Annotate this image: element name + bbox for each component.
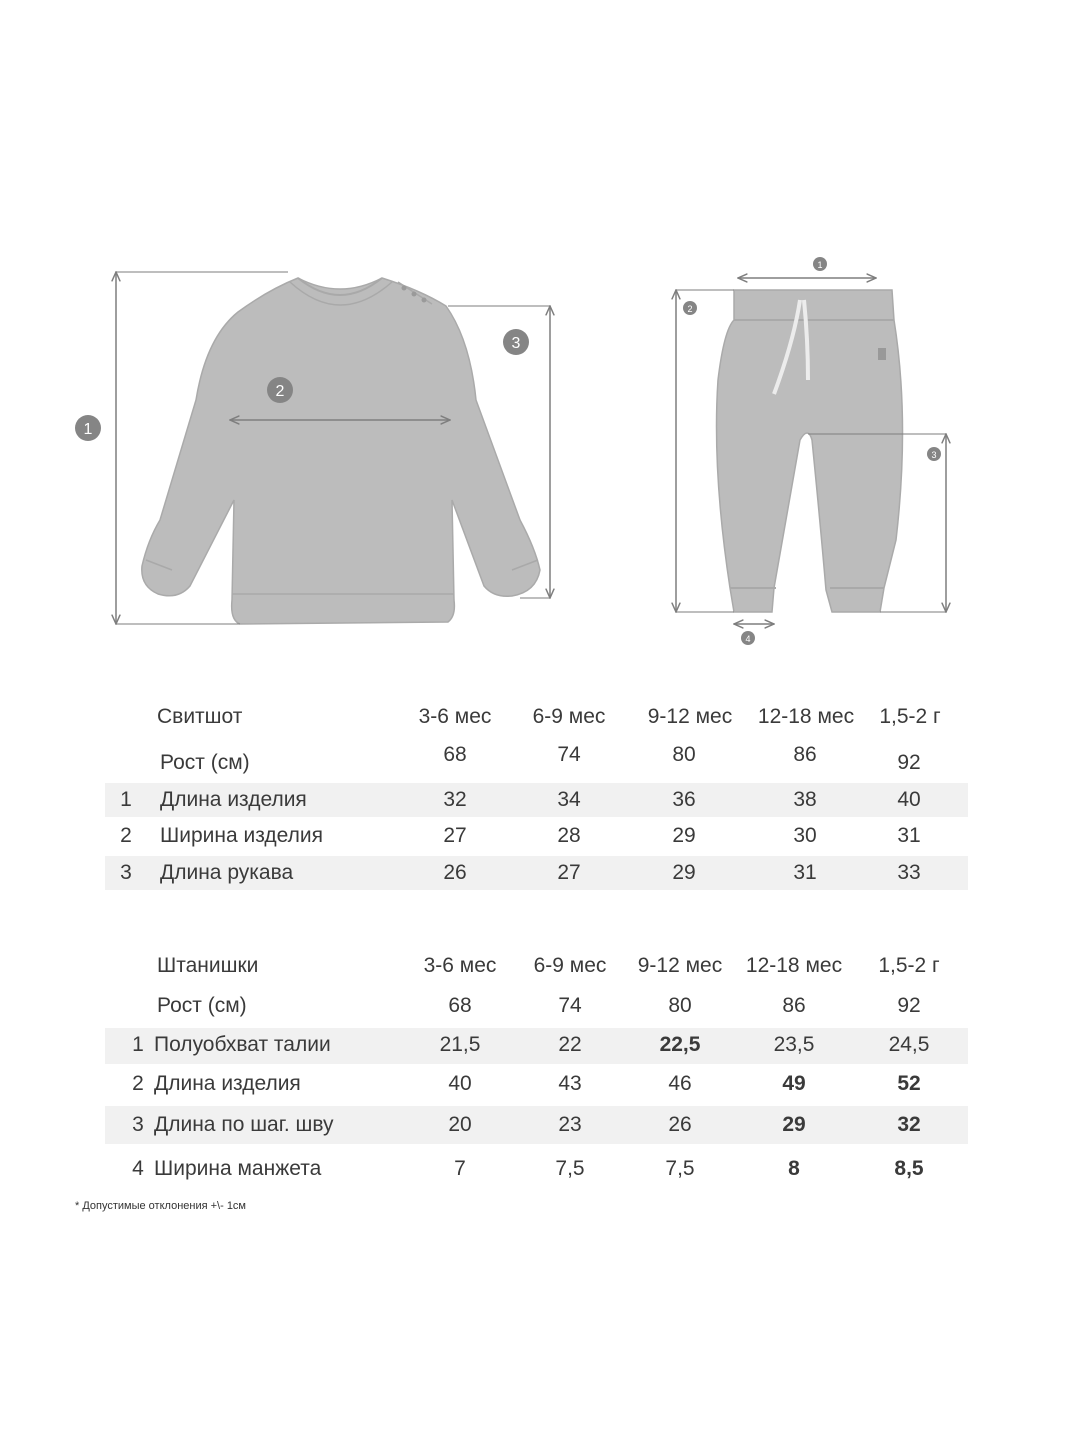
row-index: 4 xyxy=(132,1157,144,1180)
pants-body xyxy=(717,290,903,612)
table-row xyxy=(0,1106,1080,1144)
row-value: 31 xyxy=(897,824,921,847)
size-header: 12-18 мес xyxy=(745,954,843,977)
sweatshirt-marker-2 xyxy=(267,377,293,403)
size-header: 6-9 мес xyxy=(532,705,606,728)
height-row xyxy=(0,743,1080,780)
svg-text:3: 3 xyxy=(511,335,521,352)
row-value: 28 xyxy=(557,824,581,847)
table-title: Свитшот xyxy=(157,705,243,728)
row-value: 7 xyxy=(454,1157,466,1180)
table-title: Штанишки xyxy=(157,954,259,977)
size-header: 1,5-2 г xyxy=(878,954,940,977)
height-label: Рост (см) xyxy=(160,751,250,774)
tolerance-footnote: * Допустимые отклонения +\- 1см xyxy=(75,1200,246,1212)
row-label: Длина изделия xyxy=(160,788,307,811)
row-value: 29 xyxy=(672,861,696,884)
row-value: 24,5 xyxy=(888,1033,930,1056)
row-label: Длина изделия xyxy=(154,1072,301,1095)
row-value: 46 xyxy=(668,1072,692,1095)
row-value: 23 xyxy=(558,1113,582,1136)
row-value: 38 xyxy=(793,788,817,811)
sweatshirt-marker-3 xyxy=(503,329,529,355)
size-illustrations xyxy=(0,0,1080,680)
svg-text:2: 2 xyxy=(687,304,693,314)
table-row xyxy=(0,1067,1080,1101)
table-row xyxy=(0,1028,1080,1064)
row-value: 21,5 xyxy=(439,1033,481,1056)
row-value: 29 xyxy=(672,824,696,847)
pants-marker-3 xyxy=(927,447,941,461)
pants-marker-2 xyxy=(683,301,697,315)
row-value: 36 xyxy=(672,788,696,811)
sweatshirt-body xyxy=(142,278,540,624)
row-index: 1 xyxy=(120,788,132,811)
row-label: Полуобхват талии xyxy=(154,1033,331,1056)
height-value: 74 xyxy=(558,994,582,1017)
row-value: 27 xyxy=(557,861,581,884)
table-header-row xyxy=(0,949,1080,983)
height-value: 68 xyxy=(448,994,472,1017)
row-value: 23,5 xyxy=(773,1033,815,1056)
row-value: 22 xyxy=(558,1033,582,1056)
height-value: 74 xyxy=(557,743,581,766)
row-value: 20 xyxy=(448,1113,472,1136)
row-value: 26 xyxy=(443,861,467,884)
svg-text:2: 2 xyxy=(275,383,285,400)
height-label: Рост (см) xyxy=(157,994,247,1017)
sweatshirt-marker-1 xyxy=(75,415,101,441)
svg-text:1: 1 xyxy=(817,260,823,270)
height-value: 68 xyxy=(443,743,467,766)
height-row xyxy=(0,989,1080,1023)
row-value: 26 xyxy=(668,1113,692,1136)
row-value: 7,5 xyxy=(555,1157,585,1180)
pants-illustration xyxy=(717,290,903,612)
height-value: 86 xyxy=(793,743,817,766)
row-value: 32 xyxy=(897,1113,921,1136)
height-value: 86 xyxy=(782,994,806,1017)
size-header: 6-9 мес xyxy=(533,954,607,977)
row-value: 52 xyxy=(897,1072,921,1095)
height-value: 80 xyxy=(668,994,692,1017)
table-header-row xyxy=(0,700,1080,734)
row-value: 7,5 xyxy=(665,1157,695,1180)
row-value: 49 xyxy=(782,1072,806,1095)
row-value: 33 xyxy=(897,861,921,884)
row-value: 22,5 xyxy=(659,1033,701,1056)
row-value: 32 xyxy=(443,788,467,811)
sweatshirt-illustration xyxy=(142,278,540,624)
size-header: 1,5-2 г xyxy=(879,705,941,728)
height-value: 80 xyxy=(672,743,696,766)
height-value: 92 xyxy=(897,994,921,1017)
row-label: Длина рукава xyxy=(160,861,294,884)
row-value: 8,5 xyxy=(894,1157,924,1180)
row-value: 31 xyxy=(793,861,817,884)
row-label: Длина по шаг. шву xyxy=(154,1113,334,1136)
pants-marker-1 xyxy=(813,257,827,271)
table-row xyxy=(0,819,1080,853)
row-value: 40 xyxy=(897,788,921,811)
row-value: 8 xyxy=(788,1157,800,1180)
row-label: Ширина манжета xyxy=(154,1157,322,1180)
row-index: 3 xyxy=(132,1113,144,1136)
table-row xyxy=(0,783,1080,817)
pants-marker-4 xyxy=(741,631,755,645)
svg-text:1: 1 xyxy=(83,421,93,438)
row-value: 34 xyxy=(557,788,581,811)
row-value: 27 xyxy=(443,824,467,847)
table-row xyxy=(0,1152,1080,1186)
size-header: 3-6 мес xyxy=(423,954,497,977)
row-value: 40 xyxy=(448,1072,472,1095)
size-header: 9-12 мес xyxy=(637,954,723,977)
row-index: 2 xyxy=(120,824,132,847)
size-header: 9-12 мес xyxy=(647,705,733,728)
row-index: 2 xyxy=(132,1072,144,1095)
row-value: 30 xyxy=(793,824,817,847)
size-header: 3-6 мес xyxy=(418,705,492,728)
row-value: 43 xyxy=(558,1072,582,1095)
table-row xyxy=(0,856,1080,890)
svg-text:3: 3 xyxy=(931,450,937,460)
row-value: 29 xyxy=(782,1113,806,1136)
row-label: Ширина изделия xyxy=(160,824,323,847)
row-index: 3 xyxy=(120,861,132,884)
height-value: 92 xyxy=(897,751,921,774)
row-index: 1 xyxy=(132,1033,144,1056)
svg-text:4: 4 xyxy=(745,634,751,644)
size-header: 12-18 мес xyxy=(757,705,855,728)
